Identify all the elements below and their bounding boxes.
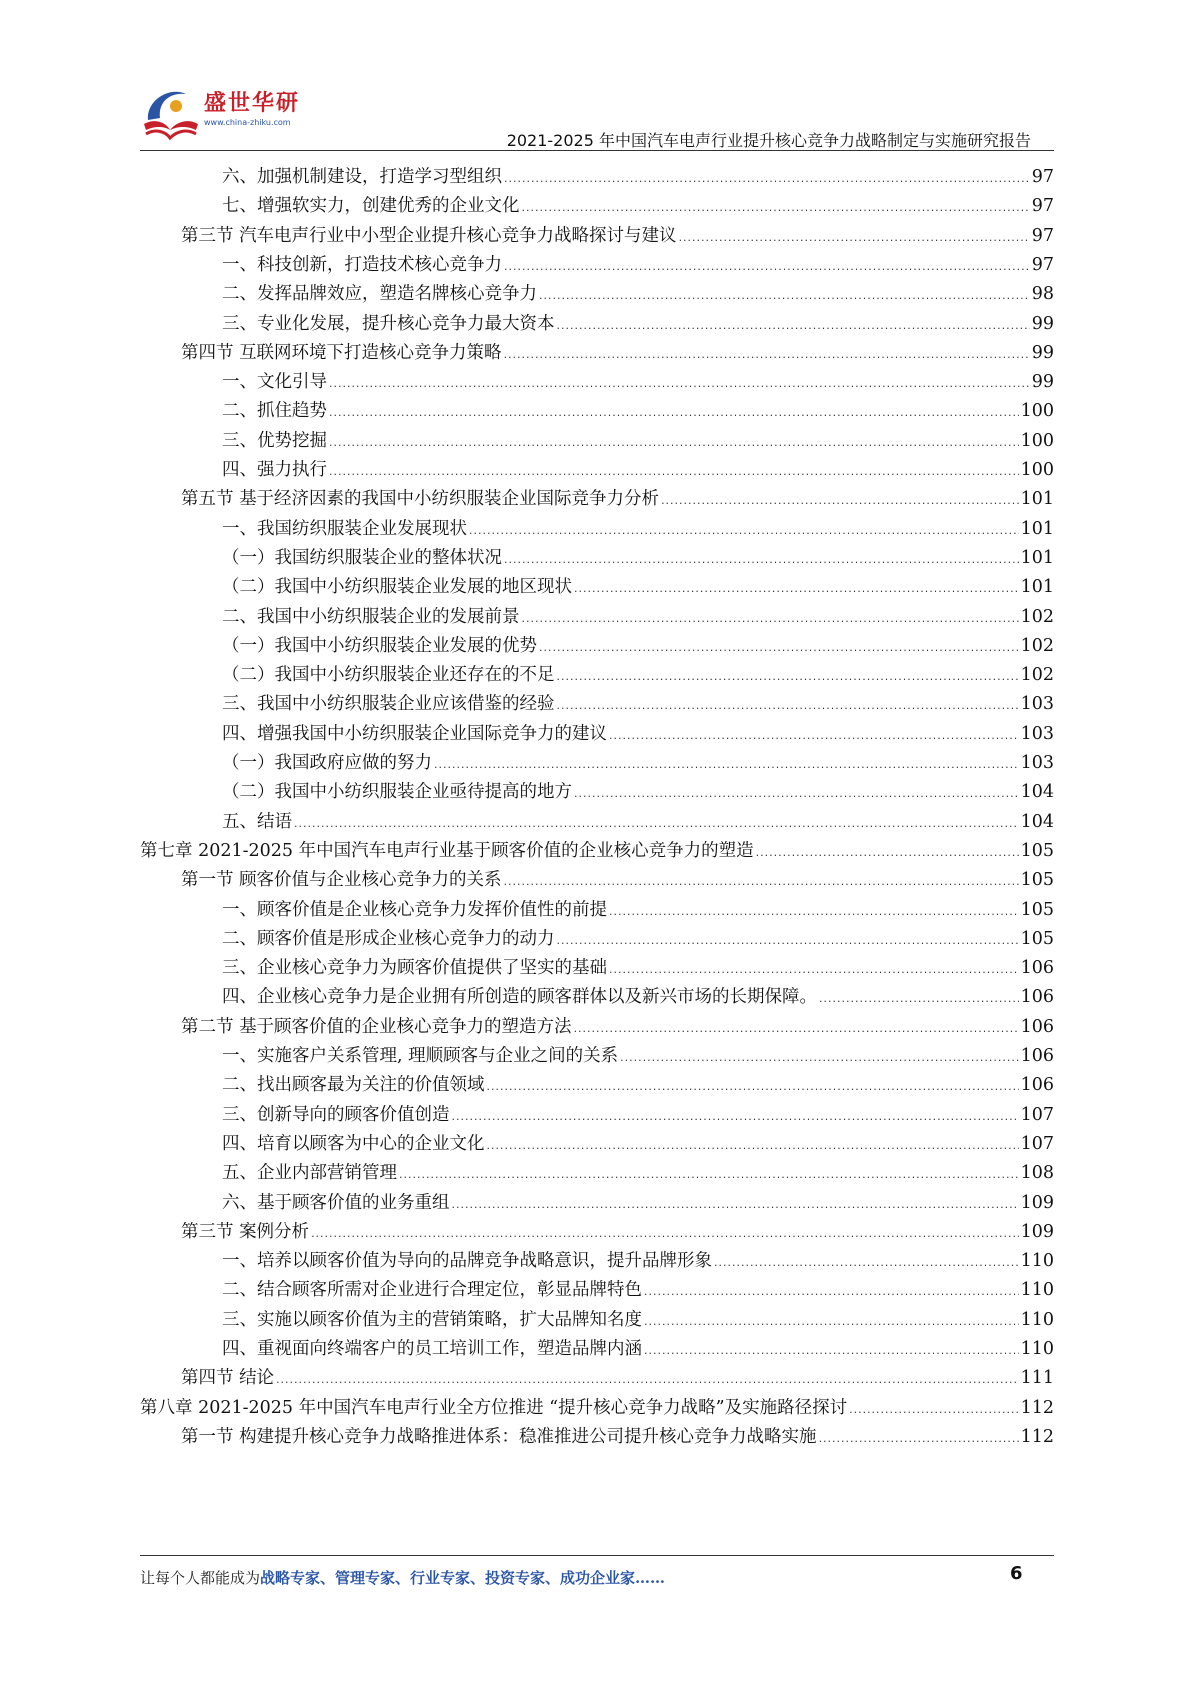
toc-entry-page: 109 (1020, 1221, 1054, 1242)
toc-entry-title: 二、抓住趋势 (222, 401, 327, 422)
toc-entry-title: 第四节 互联网环境下打造核心竞争力策略 (181, 342, 502, 363)
toc-entry-page: 97 (1031, 167, 1054, 187)
toc-entry-page: 101 (1020, 489, 1054, 510)
toc-leader-dots (522, 195, 1030, 217)
toc-entry-title: 三、企业核心竞争力为顾客价值提供了坚实的基础 (222, 958, 607, 979)
toc-entry[interactable] (222, 187, 1054, 217)
toc-entry[interactable] (181, 480, 1054, 510)
toc-entry[interactable] (181, 1008, 1054, 1038)
toc-entry-title: 三、优势挖掘 (222, 430, 327, 451)
toc-entry-title: 第一节 顾客价值与企业核心竞争力的关系 (181, 870, 502, 891)
toc-entry[interactable] (222, 744, 1054, 774)
toc-entry-page: 105 (1020, 928, 1054, 949)
toc-leader-dots (399, 1162, 1019, 1184)
toc-entry[interactable] (222, 920, 1054, 950)
toc-leader-dots (539, 635, 1019, 657)
toc-leader-dots (434, 752, 1019, 774)
toc-entry-page: 109 (1020, 1192, 1054, 1213)
toc-entry-title: （二）我国中小纺织服装企业发展的地区现状 (222, 577, 572, 598)
toc-entry-page: 104 (1020, 811, 1054, 832)
toc-leader-dots (487, 1074, 1019, 1096)
toc-entry-page: 107 (1020, 1104, 1054, 1125)
toc-leader-dots (294, 811, 1019, 833)
toc-entry-title: （一）我国中小纺织服装企业发展的优势 (222, 635, 537, 656)
toc-entry[interactable] (222, 656, 1054, 686)
toc-entry-page: 99 (1031, 372, 1054, 393)
toc-leader-dots (819, 1426, 1019, 1448)
toc-entry[interactable] (181, 1418, 1054, 1448)
toc-entry-title: 一、顾客价值是企业核心竞争力发挥价值性的前提 (222, 899, 607, 920)
toc-entry[interactable] (181, 1213, 1054, 1243)
toc-entry[interactable] (222, 891, 1054, 921)
toc-leader-dots (522, 606, 1019, 628)
toc-entry[interactable] (222, 1037, 1054, 1067)
toc-entry-page: 102 (1020, 635, 1054, 656)
toc-entry-title: 三、创新导向的顾客价值创造 (222, 1104, 450, 1125)
toc-entry-title: 四、重视面向终端客户的员工培训工作，塑造品牌内涵 (222, 1339, 642, 1359)
toc-entry-title: 二、发挥品牌效应，塑造名牌核心竞争力 (222, 284, 537, 305)
toc-entry-title: 二、我国中小纺织服装企业的发展前景 (222, 606, 520, 627)
toc-entry-title: （一）我国纺织服装企业的整体状况 (222, 547, 502, 568)
toc-leader-dots (661, 488, 1019, 510)
page-header (0, 0, 1191, 150)
toc-entry-title: 一、文化引导 (222, 372, 327, 393)
toc-entry[interactable] (222, 158, 1054, 188)
toc-entry[interactable] (222, 363, 1054, 393)
toc-entry-title: 六、基于顾客价值的业务重组 (222, 1192, 450, 1213)
toc-entry-page: 100 (1020, 401, 1054, 422)
toc-entry-page: 99 (1031, 313, 1054, 334)
toc-entry[interactable] (222, 773, 1054, 803)
toc-entry[interactable] (222, 568, 1054, 598)
toc-leader-dots (329, 430, 1019, 452)
toc-leader-dots (504, 342, 1030, 364)
toc-entry-title: 一、培养以顾客价值为导向的品牌竞争战略意识，提升品牌形象 (222, 1251, 712, 1272)
toc-entry-page: 106 (1020, 987, 1054, 1008)
toc-leader-dots (557, 664, 1019, 686)
toc-leader-dots (609, 957, 1019, 979)
toc-leader-dots (557, 693, 1019, 715)
toc-entry[interactable] (222, 1096, 1054, 1126)
toc-entry-title: 第二节 基于顾客价值的企业核心竞争力的塑造方法 (181, 1016, 572, 1037)
footer-divider (140, 1555, 1054, 1556)
toc-entry[interactable] (222, 978, 1054, 1008)
toc-entry[interactable] (222, 305, 1054, 335)
toc-leader-dots (714, 1250, 1019, 1272)
toc-entry-title: 六、加强机制建设，打造学习型组织 (222, 167, 502, 187)
toc-leader-dots (504, 547, 1019, 569)
toc-entry-title: （一）我国政府应做的努力 (222, 753, 432, 773)
toc-entry-page: 103 (1020, 694, 1054, 715)
toc-leader-dots (644, 1309, 1019, 1331)
toc-entry[interactable] (222, 598, 1054, 628)
toc-leader-dots (574, 781, 1019, 803)
toc-leader-dots (557, 313, 1030, 335)
toc-leader-dots (452, 1192, 1019, 1214)
toc-entry-page: 106 (1020, 1075, 1054, 1096)
toc-entry[interactable] (222, 1271, 1054, 1301)
slogan-highlight: 战略专家、管理专家、行业专家、投资专家、成功企业家…… (260, 1569, 666, 1587)
toc-entry-page: 105 (1020, 840, 1054, 861)
toc-leader-dots (620, 1045, 1018, 1067)
logo (140, 84, 310, 144)
toc-entry-page: 106 (1020, 958, 1054, 979)
toc-leader-dots (504, 166, 1030, 188)
toc-leader-dots (329, 371, 1030, 393)
toc-entry[interactable] (140, 1389, 1054, 1419)
toc-entry-title: 第五节 基于经济因素的我国中小纺织服装企业国际竞争力分析 (181, 489, 660, 510)
page-number: 6 (1010, 1563, 1023, 1584)
toc-entry[interactable] (222, 1301, 1054, 1331)
toc-entry[interactable] (222, 949, 1054, 979)
toc-entry-title: （二）我国中小纺织服装企业还存在的不足 (222, 665, 555, 686)
toc-entry-page: 112 (1020, 1426, 1054, 1447)
toc-leader-dots (452, 1104, 1019, 1126)
toc-leader-dots (849, 1397, 1019, 1419)
toc-entry-title: 七、增强软实力，创建优秀的企业文化 (222, 196, 520, 217)
toc-entry-title: 五、企业内部营销管理 (222, 1163, 397, 1184)
toc-entry[interactable] (222, 275, 1054, 305)
toc-leader-dots (469, 518, 1019, 540)
toc-entry-page: 110 (1020, 1309, 1054, 1330)
toc-entry-page: 100 (1020, 460, 1054, 480)
toc-entry[interactable] (222, 246, 1054, 276)
toc-leader-dots (311, 1221, 1019, 1243)
toc-entry-page: 101 (1020, 577, 1054, 598)
toc-entry-title: 一、实施客户关系管理, 理顺顾客与企业之间的关系 (222, 1046, 619, 1066)
toc-entry-page: 98 (1031, 284, 1054, 305)
toc-leader-dots (644, 1279, 1019, 1301)
toc-entry[interactable] (222, 715, 1054, 745)
toc-entry-page: 106 (1020, 1046, 1054, 1066)
toc-entry-page: 97 (1031, 254, 1054, 275)
slogan-prefix: 让每个人都能成为 (140, 1569, 261, 1587)
toc-leader-dots (756, 840, 1019, 862)
toc-leader-dots (276, 1367, 1019, 1389)
toc-entry-title: 二、找出顾客最为关注的价值领域 (222, 1075, 485, 1096)
toc-leader-dots (487, 1133, 1019, 1155)
toc-leader-dots (679, 225, 1030, 247)
toc-entry-title: 五、结语 (222, 811, 292, 832)
toc-leader-dots (574, 1016, 1019, 1038)
toc-entry-page: 111 (1020, 1368, 1054, 1389)
logo-icon (140, 84, 200, 144)
toc-entry-page: 110 (1020, 1339, 1054, 1359)
toc-entry[interactable] (222, 539, 1054, 569)
toc-entry-title: 一、我国纺织服装企业发展现状 (222, 518, 467, 539)
toc-leader-dots (644, 1338, 1019, 1360)
toc-entry-title: 四、增强我国中小纺织服装企业国际竞争力的建议 (222, 723, 607, 744)
toc-entry-title: 四、企业核心竞争力是企业拥有所创造的顾客群体以及新兴市场的长期保障。 (222, 987, 817, 1008)
toc-entry-title: 一、科技创新，打造技术核心竞争力 (222, 254, 502, 275)
toc-leader-dots (574, 576, 1019, 598)
toc-entry-page: 97 (1031, 225, 1054, 246)
toc-leader-dots (609, 723, 1019, 745)
toc-entry[interactable] (181, 1359, 1054, 1389)
logo-name: 盛世华研 (204, 91, 301, 116)
toc-entry[interactable] (140, 832, 1054, 862)
toc-leader-dots (329, 400, 1019, 422)
toc-entry-page: 101 (1020, 518, 1054, 539)
toc-entry[interactable] (222, 422, 1054, 452)
toc-entry-page: 99 (1031, 342, 1054, 363)
toc-entry[interactable] (222, 1242, 1054, 1272)
toc-entry-title: 三、我国中小纺织服装企业应该借鉴的经验 (222, 694, 555, 715)
toc-entry[interactable] (222, 685, 1054, 715)
toc-entry-title: 第四节 结论 (181, 1368, 275, 1389)
toc-entry-page: 105 (1020, 899, 1054, 920)
toc-entry-page: 102 (1020, 606, 1054, 627)
footer-slogan (140, 1567, 665, 1588)
toc-entry-page: 102 (1020, 665, 1054, 686)
toc-entry-page: 110 (1020, 1280, 1054, 1301)
report-title: 2021-2025 年中国汽车电声行业提升核心竞争力战略制定与实施研究报告 (506, 131, 1031, 150)
toc-entry-page: 101 (1020, 547, 1054, 568)
toc-entry[interactable] (222, 1066, 1054, 1096)
toc-entry[interactable] (181, 861, 1054, 891)
toc-leader-dots (504, 869, 1019, 891)
toc-entry-title: 第七章 2021-2025 年中国汽车电声行业基于顾客价值的企业核心竞争力的塑造 (140, 840, 754, 861)
toc-entry-page: 100 (1020, 430, 1054, 451)
toc-entry[interactable] (181, 217, 1054, 247)
toc-entry[interactable] (222, 803, 1054, 833)
toc-entry-title: 三、专业化发展，提升核心竞争力最大资本 (222, 313, 555, 334)
toc-entry-page: 106 (1020, 1016, 1054, 1037)
toc-entry[interactable] (222, 1125, 1054, 1155)
toc-entry[interactable] (222, 392, 1054, 422)
toc-entry-page: 104 (1020, 782, 1054, 803)
toc-entry-page: 107 (1020, 1133, 1054, 1154)
header-divider (140, 150, 1054, 151)
toc-entry-title: 第三节 汽车电声行业中小型企业提升核心竞争力战略探讨与建议 (181, 225, 677, 246)
toc-entry-page: 112 (1020, 1397, 1054, 1418)
toc-entry[interactable] (222, 1154, 1054, 1184)
logo-url: www.china-zhiku.com (204, 118, 291, 127)
toc-entry-title: 四、培育以顾客为中心的企业文化 (222, 1133, 485, 1154)
toc-entry-title: 二、顾客价值是形成企业核心竞争力的动力 (222, 928, 555, 949)
toc-entry[interactable] (222, 451, 1054, 481)
toc-entry-title: 四、强力执行 (222, 460, 327, 480)
toc-entry-title: 第一节 构建提升核心竞争力战略推进体系：稳准推进公司提升核心竞争力战略实施 (181, 1426, 817, 1447)
toc-entry[interactable] (222, 627, 1054, 657)
toc-leader-dots (539, 283, 1030, 305)
toc-leader-dots (504, 254, 1030, 276)
toc-leader-dots (819, 986, 1019, 1008)
toc-entry[interactable] (181, 334, 1054, 364)
toc-entry-page: 110 (1020, 1251, 1054, 1272)
toc-entry-page: 105 (1020, 870, 1054, 891)
toc-entry[interactable] (222, 510, 1054, 540)
toc-entry-title: 三、实施以顾客价值为主的营销策略，扩大品牌知名度 (222, 1309, 642, 1330)
toc-leader-dots (329, 459, 1019, 481)
toc-entry[interactable] (222, 1330, 1054, 1360)
toc-entry-page: 103 (1020, 753, 1054, 773)
toc-entry-title: 第三节 案例分析 (181, 1221, 310, 1242)
toc-entry-page: 108 (1020, 1163, 1054, 1184)
toc-entry-title: 二、结合顾客所需对企业进行合理定位，彰显品牌特色 (222, 1280, 642, 1301)
toc-entry-title: （二）我国中小纺织服装企业亟待提高的地方 (222, 782, 572, 803)
toc-entry-page: 103 (1020, 723, 1054, 744)
toc-entry-title: 第八章 2021-2025 年中国汽车电声行业全方位推进 “提升核心竞争力战略”及实施路径探讨 (140, 1397, 848, 1418)
toc-leader-dots (609, 899, 1019, 921)
toc-entry[interactable] (222, 1184, 1054, 1214)
toc-entry-page: 97 (1031, 196, 1054, 217)
toc-leader-dots (557, 928, 1019, 950)
